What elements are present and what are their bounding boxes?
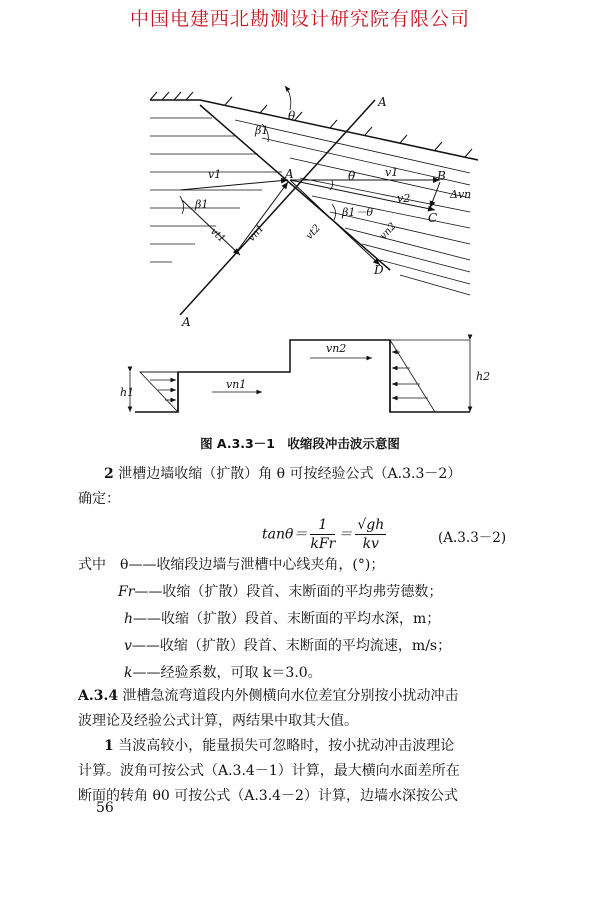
equation-a332: tanθ＝ $\frac{1}{\text{kFr}}$ ＝ $\frac{√gh}{kv}$ [262, 517, 385, 552]
label-D: D [374, 263, 384, 277]
label-theta-top: θ [288, 109, 296, 123]
definition-fr: Fr——收缩（扩散）段首、末断面的平均弗劳德数； [118, 584, 443, 600]
paragraph-2: 2 泄槽边墙收缩（扩散）角 θ 可按经验公式（A.3.3－2） 确定： [78, 466, 462, 507]
figure-caption: 图 A.3.3－1 收缩段冲击波示意图 [200, 436, 400, 451]
label-vt1: vt1 [207, 226, 228, 245]
label-vn2: vn2 [378, 220, 399, 243]
label-A-mid: A [285, 167, 294, 181]
label-beta1-left: β1 [195, 198, 209, 211]
company-header: 中国电建西北勘测设计研究院有限公司 [129, 8, 470, 30]
label-beta1-top: β1 [255, 124, 269, 137]
definition-v: v——收缩（扩散）段首、末断面的平均流速，m/s； [124, 638, 452, 654]
shock-wave-diagram [0, 0, 600, 430]
label-vn2-section: vn2 [326, 342, 347, 355]
label-v1-left: v1 [208, 168, 222, 181]
page-number: 56 [96, 800, 114, 816]
label-v1-right: v1 [385, 166, 399, 179]
label-B: B [437, 169, 446, 183]
label-h2: h2 [476, 370, 491, 383]
label-vn1-section: vn1 [226, 378, 247, 391]
definition-theta: 式中 θ——收缩段边墙与泄槽中心线夹角，(°)； [78, 557, 385, 573]
label-A-top: A [378, 95, 387, 109]
equation-number: (A.3.3－2) [438, 530, 507, 546]
label-A-bottom: A [182, 315, 191, 329]
definition-h: h——收缩（扩散）段首、末断面的平均水深，m； [124, 611, 441, 627]
paragraph-1: 1 当波高较小，能量损失可忽略时，按小扰动冲击波理论 计算。波角可按公式（A.3.4－1）计算，最大横向水面差所在 断面的转角 θ0 可按公式（A.3.4－2）计算，边墙水深按公式 [78, 738, 460, 804]
label-theta-mid: θ [348, 169, 356, 183]
label-vt2: vt2 [304, 222, 323, 243]
label-vn1: vn1 [246, 222, 267, 245]
label-v2: v2 [397, 192, 411, 205]
section-a34: A.3.4 泄槽急流弯道段内外侧横向水位差宜分别按小扰动冲击 波理论及经验公式计算，两结果中取其大值。 [78, 688, 459, 729]
definition-k: k——经验系数，可取 k＝3.0。 [124, 665, 322, 681]
label-delta-vn: Δvn [450, 188, 472, 201]
label-C: C [428, 211, 438, 225]
label-h1: h1 [120, 386, 135, 399]
label-beta1-minus-theta: β1－θ [342, 206, 373, 219]
